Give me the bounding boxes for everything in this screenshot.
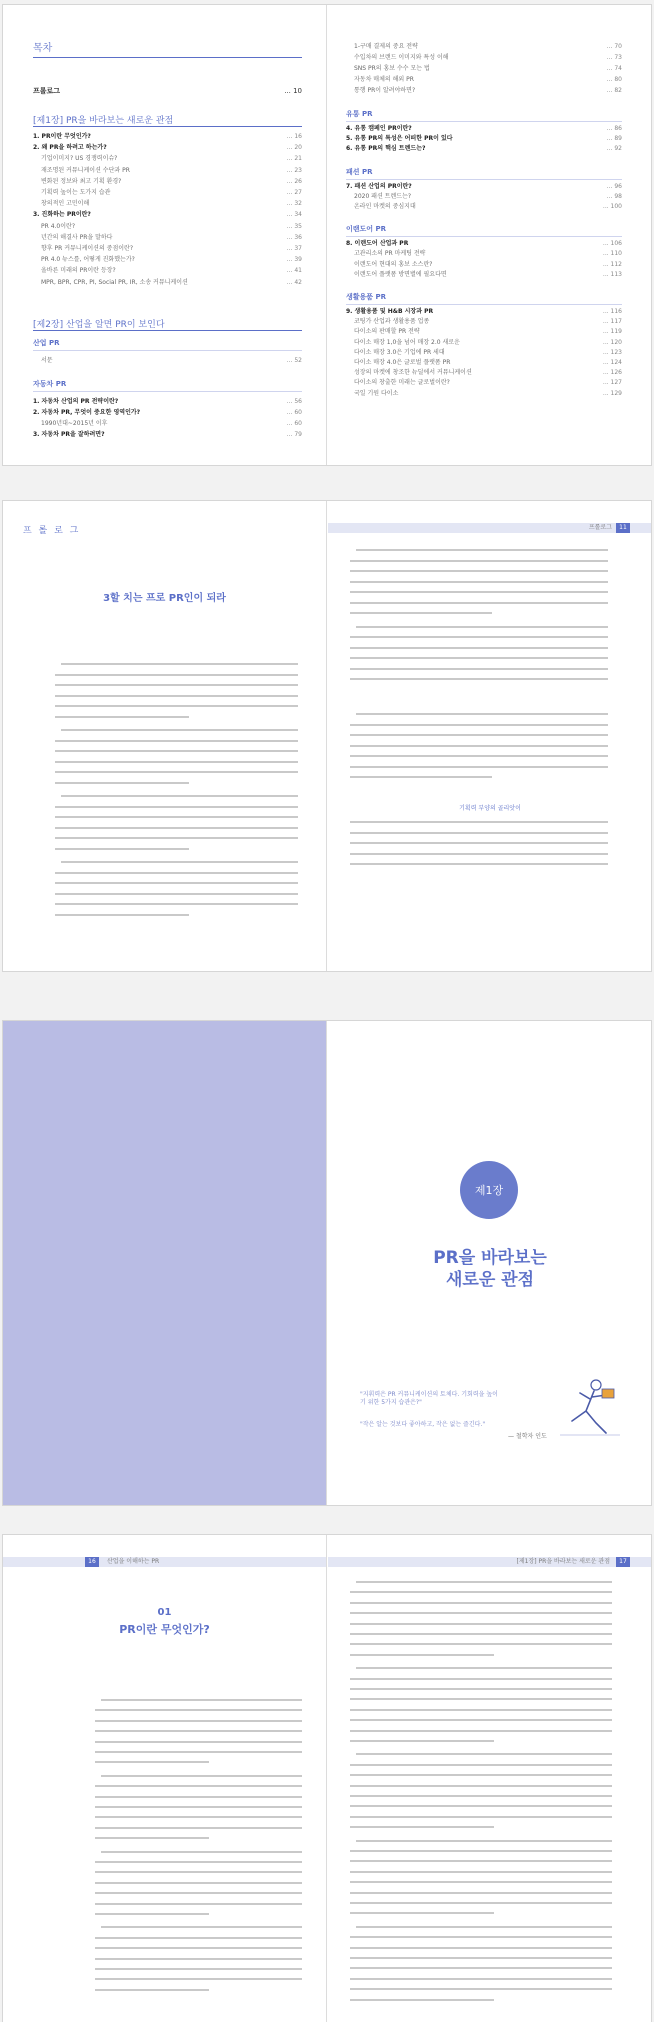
body-text-line xyxy=(55,674,298,676)
body-text-line xyxy=(95,1861,302,1863)
toc-entry-page: ... 113 xyxy=(602,270,622,278)
body-text-line xyxy=(356,1753,612,1755)
body-text-line xyxy=(350,1602,612,1604)
toc-entry[interactable] xyxy=(346,379,622,388)
toc-entry-page: ... 98 xyxy=(606,192,622,200)
body-text-line xyxy=(55,848,189,850)
body-text-line xyxy=(101,1926,302,1928)
body-text-line xyxy=(55,903,298,905)
body-text-line xyxy=(350,1719,612,1721)
toc-entry-page: ... 27 xyxy=(286,189,302,196)
body-text-line xyxy=(350,647,608,649)
body-text-line xyxy=(95,1709,302,1711)
toc-entry-page: ... 16 xyxy=(286,133,302,140)
body-text-line xyxy=(95,1806,302,1808)
body-text-line xyxy=(95,1968,302,1970)
toc-entry[interactable] xyxy=(33,133,302,142)
body-text-line xyxy=(101,1775,302,1777)
body-text-line xyxy=(350,560,608,562)
section-left-page xyxy=(3,1535,327,2022)
prologue-body-text-2 xyxy=(350,549,608,699)
chapter-badge xyxy=(460,1161,518,1219)
body-text-line xyxy=(356,549,608,551)
toc-entry-page: ... 126 xyxy=(602,369,622,377)
toc-section-name[interactable]: 유통 PR xyxy=(346,110,373,118)
body-text-line xyxy=(55,782,189,784)
toc-entry[interactable] xyxy=(346,203,622,212)
toc-entry[interactable] xyxy=(33,409,302,418)
toc-left-page xyxy=(3,5,327,465)
toc-right-page xyxy=(328,5,652,465)
toc-entry[interactable] xyxy=(346,135,622,144)
chapter-left-page xyxy=(3,1021,327,1505)
toc-entry-title: 3. 자동차 PR을 잘하려면? xyxy=(33,431,105,438)
section-header-bar-left xyxy=(3,1557,326,1567)
body-text-line xyxy=(350,1860,612,1862)
toc-entry[interactable] xyxy=(346,87,622,96)
toc-entry-page: ... 37 xyxy=(286,245,302,252)
body-text-line xyxy=(95,1892,302,1894)
body-text-line xyxy=(95,1751,302,1753)
body-text-line xyxy=(350,863,608,865)
toc-entry[interactable] xyxy=(33,267,302,276)
body-text-line xyxy=(350,1892,612,1894)
body-text-line xyxy=(55,827,298,829)
toc-entry-page: ... 80 xyxy=(606,76,622,83)
body-text-line xyxy=(95,1947,302,1949)
toc-entry-page: ... 127 xyxy=(602,379,622,387)
toc-entry-page: ... 36 xyxy=(286,233,302,241)
toc-entry-page: ... 82 xyxy=(606,87,622,94)
prologue-left-page xyxy=(3,501,327,971)
body-text-line xyxy=(61,795,298,797)
toc-entry[interactable] xyxy=(346,339,622,348)
toc-right-list xyxy=(346,43,622,463)
body-text-line xyxy=(350,612,492,614)
toc-entry-title: 코팅가 산업과 생활용품 업종 xyxy=(354,318,430,326)
body-text-line xyxy=(55,771,298,773)
body-text-line xyxy=(95,1730,302,1732)
toc-entry-page: ... 112 xyxy=(602,260,622,268)
body-text-line xyxy=(55,882,298,884)
body-text-line xyxy=(350,657,608,659)
body-text-line xyxy=(350,1936,612,1938)
body-text-line xyxy=(350,1688,612,1690)
body-text-line xyxy=(55,761,298,763)
body-text-line xyxy=(55,684,298,686)
section-body-text-2 xyxy=(350,1581,612,2011)
toc-entry[interactable] xyxy=(33,167,302,176)
toc-entry-title: 기획력 높이는 도가지 습관 xyxy=(41,189,111,196)
toc-chapter2-heading[interactable]: [제2장] 산업을 알면 PR이 보인다 xyxy=(33,320,165,330)
toc-entry-title: 다이소의 창출한 미래는 글로벌이란? xyxy=(354,379,450,387)
toc-entry[interactable] xyxy=(346,308,622,317)
body-text-line xyxy=(350,1764,612,1766)
toc-section-name[interactable]: 자동차 PR xyxy=(33,380,67,388)
chapter-title-2: 새로운 관점 xyxy=(445,1270,535,1290)
toc-entry[interactable] xyxy=(346,43,622,52)
body-text-line xyxy=(350,1654,494,1656)
chapter-quote-2: "작은 알는 것보다 좋아하고, 작은 없는 즐긴다." xyxy=(360,1421,486,1428)
body-text-line xyxy=(350,1612,612,1614)
body-text-line xyxy=(350,602,608,604)
toc-entry-title: 2. 자동차 PR, 무엇이 중요한 영역인가? xyxy=(33,409,141,416)
prologue-right-page xyxy=(328,501,652,971)
toc-entry-title: 1-구매 결제의 중요 전략 xyxy=(354,43,418,50)
toc-entry-page: ... 70 xyxy=(606,43,622,50)
toc-entry-title: 창의적인 고민이해 xyxy=(41,200,90,208)
toc-entry-page: ... 86 xyxy=(606,125,622,132)
toc-entry-title: 다이소 매장 4.0은 글로벌 플랫폼 PR xyxy=(354,359,451,366)
body-text-line xyxy=(350,581,608,583)
body-text-line xyxy=(95,1785,302,1787)
body-text-line xyxy=(356,713,608,715)
toc-entry-title: 9. 생활용품 및 H&B 시장과 PR xyxy=(346,308,434,315)
body-text-line xyxy=(350,636,608,638)
toc-entry-page: ... 124 xyxy=(602,359,622,366)
toc-entry[interactable] xyxy=(346,183,622,192)
section-number: 01 xyxy=(157,1607,172,1618)
body-text-line xyxy=(350,1967,612,1969)
toc-entry-page: ... 20 xyxy=(286,144,302,152)
toc-entry[interactable] xyxy=(33,256,302,265)
body-text-line xyxy=(350,1730,612,1732)
toc-entry-title: 기업이미지? US 경쟁력이슈? xyxy=(41,155,118,163)
chapter-quote-author: — 철학자 인도 xyxy=(508,1433,547,1440)
toc-entry-title: SNS PR의 홍보 수수 모는 법 xyxy=(354,65,430,72)
body-text-line xyxy=(95,1958,302,1960)
body-text-line xyxy=(55,695,298,697)
toc-entry-title: 변화된 정보와 최고 기획 환경? xyxy=(41,177,122,185)
prologue-body-text-3 xyxy=(350,713,608,793)
toc-entry-title: 고관리소의 PR 마케팅 전략 xyxy=(354,250,426,258)
toc-entry[interactable] xyxy=(33,398,302,407)
section-header-title-left: 산업을 이해하는 PR xyxy=(107,1558,160,1565)
toc-entry-page: ... 79 xyxy=(286,431,302,438)
body-text-line xyxy=(350,1805,612,1807)
toc-section-name[interactable]: 이랜도어 PR xyxy=(346,225,387,234)
toc-entry-page: ... 119 xyxy=(602,328,622,336)
toc-entry[interactable] xyxy=(33,420,302,429)
toc-entry[interactable] xyxy=(346,193,622,202)
body-text-line xyxy=(350,1957,612,1959)
chapter-badge-text: 제1장 xyxy=(474,1184,504,1197)
toc-entry-page: ... 21 xyxy=(286,155,302,163)
toc-entry-page: ... 52 xyxy=(286,357,302,364)
prologue-label: 프 롤 로 그 xyxy=(23,526,81,536)
body-text-line xyxy=(350,1978,612,1980)
toc-entry-title: 8. 이랜도어 산업과 PR xyxy=(346,240,409,248)
body-text-line xyxy=(350,591,608,593)
body-text-line xyxy=(95,1903,302,1905)
toc-entry-page: ... 34 xyxy=(286,211,302,219)
toc-entry[interactable] xyxy=(346,250,622,259)
toc-entry-title: 온라인 마켓의 중심지대 xyxy=(354,203,416,210)
body-text-line xyxy=(55,914,189,916)
section-page-num-right: 17 xyxy=(616,1557,630,1567)
toc-entry-page: ... 26 xyxy=(286,177,302,185)
body-text-line xyxy=(350,1740,494,1742)
body-text-line xyxy=(350,724,608,726)
toc-entry[interactable] xyxy=(33,431,302,440)
body-text-line xyxy=(95,1913,209,1915)
toc-entry-page: ... 123 xyxy=(602,348,622,356)
body-text-line xyxy=(350,853,608,855)
toc-entry[interactable] xyxy=(346,65,622,74)
body-text-line xyxy=(356,1581,612,1583)
chapter-title-1: PR을 바라보는 xyxy=(433,1248,547,1268)
body-text-line xyxy=(95,1937,302,1939)
toc-prologue[interactable]: 프롤로그 ... 10 xyxy=(33,87,302,95)
toc-entry[interactable] xyxy=(346,349,622,358)
body-text-line xyxy=(350,1881,612,1883)
toc-entry[interactable] xyxy=(346,328,622,337)
section-right-page xyxy=(328,1535,652,2022)
body-text-line xyxy=(350,832,608,834)
body-text-line xyxy=(95,1978,302,1980)
body-text-line xyxy=(350,1999,494,2001)
body-text-line xyxy=(350,1774,612,1776)
toc-entry-title: 다이소의 판매할 PR 전략 xyxy=(354,328,420,336)
toc-entry-title: 다이소 매장 1,0을 넘어 매장 2.0 새로운 xyxy=(354,338,460,346)
toc-entry-title: 7. 패션 산업의 PR이란? xyxy=(346,182,412,190)
toc-entry-page: ... 96 xyxy=(606,182,622,190)
toc-entry-title: PR 4.0이란? xyxy=(41,222,76,230)
toc-entry-title: 6. 유통 PR의 핵심 트렌드는? xyxy=(346,145,426,153)
section-spread xyxy=(2,1534,652,2022)
body-text-line xyxy=(356,626,608,628)
toc-entry[interactable] xyxy=(33,178,302,187)
body-text-line xyxy=(55,750,298,752)
toc-entry-title: PR 4.0 뉴스를, 어떻게 진화했는가? xyxy=(41,256,135,264)
prologue-header-label: 프롤로그 xyxy=(588,524,612,531)
toc-entry[interactable] xyxy=(346,125,622,134)
toc-entry[interactable] xyxy=(346,390,622,399)
body-text-line xyxy=(350,1912,494,1914)
toc-entry[interactable] xyxy=(346,145,622,154)
toc-entry-page: ... 39 xyxy=(286,256,302,264)
body-text-line xyxy=(356,1926,612,1928)
toc-entry[interactable] xyxy=(33,155,302,164)
running-person-illustration xyxy=(550,1373,630,1443)
body-text-line xyxy=(350,1816,612,1818)
toc-entry-title: 성장의 마켓에 창조한 뉴딜에서 커뮤니케이션 xyxy=(354,369,472,377)
body-text-line xyxy=(350,1947,612,1949)
body-text-line xyxy=(61,663,298,665)
toc-entry[interactable] xyxy=(33,144,302,153)
toc-entry[interactable] xyxy=(33,189,302,198)
toc-entry-page: ... 35 xyxy=(286,222,302,230)
toc-entry[interactable] xyxy=(33,211,302,220)
toc-entry-title: 년간의 해결사 PR을 말하다 xyxy=(41,233,113,241)
toc-chapter2-list xyxy=(33,339,302,459)
body-text-line xyxy=(350,570,608,572)
body-text-line xyxy=(95,1741,302,1743)
toc-entry-title: 1. 자동차 산업의 PR 전략이란? xyxy=(33,398,119,405)
toc-entry[interactable] xyxy=(33,200,302,209)
body-text-line xyxy=(55,705,298,707)
toc-entry[interactable] xyxy=(346,369,622,378)
body-text-line xyxy=(55,740,298,742)
toc-entry-title: 1. PR이란 무엇인가? xyxy=(33,133,91,140)
toc-entry-title: 다이소 매장 3.0은 기업에 PR 세대 xyxy=(354,348,445,356)
toc-entry[interactable] xyxy=(346,318,622,327)
toc-entry-page: ... 60 xyxy=(286,409,302,416)
body-text-line xyxy=(350,1698,612,1700)
toc-entry-title: 국일 기원 다이소 xyxy=(354,389,399,397)
body-text-line xyxy=(55,872,298,874)
toc-chapter1-heading[interactable]: [제1장] PR을 바라보는 새로운 관점 xyxy=(33,116,174,126)
toc-entry-page: ... 60 xyxy=(286,420,302,427)
body-text-line xyxy=(350,1643,612,1645)
toc-entry-title: 서문 xyxy=(41,357,53,364)
body-text-line xyxy=(350,1623,612,1625)
toc-entry-title: 자동차 매체의 해외 PR xyxy=(354,76,414,83)
toc-entry-page: ... 100 xyxy=(602,203,622,210)
toc-entry-page: ... 42 xyxy=(286,278,302,286)
body-text-line xyxy=(350,766,608,768)
body-text-line xyxy=(350,678,608,680)
toc-entry-page: ... 117 xyxy=(602,318,622,326)
toc-entry[interactable] xyxy=(346,271,622,280)
toc-entry[interactable] xyxy=(33,234,302,243)
toc-section-name[interactable]: 패션 PR xyxy=(346,167,373,176)
prologue-spread xyxy=(2,500,652,972)
toc-entry-title: 3. 진화하는 PR이란? xyxy=(33,211,91,219)
chapter-quote-1: "지휘력은 PR 커뮤니케이션의 토체다. 기회력을 높이기 위한 5가지 습관은?" xyxy=(360,1391,498,1406)
body-text-line xyxy=(350,842,608,844)
toc-entry-title: 올바른 미래의 PR이란 등장? xyxy=(41,267,116,275)
body-text-line xyxy=(350,1902,612,1904)
body-text-line xyxy=(95,1989,209,1991)
body-text-line xyxy=(350,776,492,778)
toc-entry-page: ... 116 xyxy=(602,308,622,315)
body-text-line xyxy=(101,1699,302,1701)
toc-entry-title: 통행 PR이 알려야하면? xyxy=(354,87,416,94)
toc-spread xyxy=(2,4,652,466)
toc-entry-title: 4. 유통 캠페인 PR이란? xyxy=(346,125,412,132)
body-text-line xyxy=(350,821,608,823)
body-text-line xyxy=(350,1826,494,1828)
toc-entry[interactable] xyxy=(346,261,622,270)
body-text-line xyxy=(356,1840,612,1842)
toc-chapter1-list xyxy=(33,133,302,303)
body-text-line xyxy=(356,1667,612,1669)
body-text-line xyxy=(350,1988,612,1990)
section-page-num-left: 16 xyxy=(85,1557,99,1567)
body-text-line xyxy=(350,1678,612,1680)
toc-entry[interactable] xyxy=(346,76,622,85)
toc-entry-page: ... 41 xyxy=(286,267,302,275)
body-text-line xyxy=(350,668,608,670)
section-body-text xyxy=(95,1699,302,2009)
toc-entry[interactable] xyxy=(346,240,622,249)
toc-entry-title: 향후 PR 커뮤니케이션의 중점이란? xyxy=(41,245,134,252)
body-text-line xyxy=(350,1850,612,1852)
toc-entry-title: 이랜도어 현대의 홍보 소스란? xyxy=(354,260,433,268)
toc-entry-page: ... 73 xyxy=(606,54,622,61)
toc-entry-page: ... 106 xyxy=(602,240,622,248)
toc-entry-page: ... 92 xyxy=(606,145,622,153)
body-text-line xyxy=(95,1761,209,1763)
toc-entry[interactable] xyxy=(346,54,622,63)
toc-entry-page: ... 32 xyxy=(286,200,302,208)
body-text-line xyxy=(61,729,298,731)
body-text-line xyxy=(101,1851,302,1853)
toc-entry-title: 1990년대~2015년 이후 xyxy=(41,420,108,427)
toc-entry-page: ... 110 xyxy=(602,250,622,258)
prologue-title: 3할 치는 프로 PR인이 되라 xyxy=(103,593,226,604)
body-text-line xyxy=(350,1871,612,1873)
body-text-line xyxy=(350,1633,612,1635)
toc-entry-page: ... 120 xyxy=(602,338,622,346)
prologue-page-num: 11 xyxy=(616,523,630,533)
body-text-line xyxy=(55,816,298,818)
body-text-line xyxy=(350,1591,612,1593)
body-text-line xyxy=(350,734,608,736)
toc-section-name[interactable]: 산업 PR xyxy=(33,339,60,347)
toc-entry-title: 재조명된 커뮤니케이션 수단과 PR xyxy=(41,166,130,174)
body-text-line xyxy=(350,1785,612,1787)
prologue-body-text xyxy=(55,663,298,933)
toc-entry-title: 이랜도어 플랫폼 방면별에 필요다면 xyxy=(354,270,447,278)
toc-entry[interactable] xyxy=(33,223,302,232)
toc-title: 목차 xyxy=(33,43,53,54)
chapter-spread xyxy=(2,1020,652,1506)
section-header-title-right: [제1장] PR을 바라보는 새로운 관점 xyxy=(516,1558,610,1565)
toc-entry[interactable] xyxy=(33,279,302,288)
toc-entry-title: 2. 왜 PR을 하려고 하는가? xyxy=(33,144,107,152)
prologue-body-text-4 xyxy=(350,821,608,881)
toc-entry[interactable] xyxy=(33,245,302,254)
toc-entry-page: ... 74 xyxy=(606,65,622,72)
toc-entry-page: ... 56 xyxy=(286,398,302,405)
prologue-subhead: 기획력 부양의 골리앗이 xyxy=(459,805,521,812)
body-text-line xyxy=(95,1871,302,1873)
body-text-line xyxy=(95,1816,302,1818)
toc-entry[interactable] xyxy=(346,359,622,368)
body-text-line xyxy=(95,1796,302,1798)
toc-entry-title: 2020 패션 트렌드는? xyxy=(354,192,412,200)
toc-entry-title: 수입차의 브랜드 이미지와 특성 이해 xyxy=(354,54,449,61)
toc-entry-page: ... 129 xyxy=(602,389,622,397)
toc-entry-page: ... 89 xyxy=(606,135,622,143)
body-text-line xyxy=(95,1882,302,1884)
body-text-line xyxy=(350,745,608,747)
toc-section-name[interactable]: 생활용품 PR xyxy=(346,293,387,301)
body-text-line xyxy=(55,837,298,839)
section-title: PR이란 무엇인가? xyxy=(119,1623,210,1636)
body-text-line xyxy=(55,806,298,808)
body-text-line xyxy=(95,1720,302,1722)
body-text-line xyxy=(350,755,608,757)
body-text-line xyxy=(95,1827,302,1829)
toc-entry-title: 5. 유통 PR의 특성은 어떠한 PR이 있다 xyxy=(346,135,453,143)
body-text-line xyxy=(55,893,298,895)
toc-entry[interactable] xyxy=(33,357,302,366)
body-text-line xyxy=(61,861,298,863)
body-text-line xyxy=(350,1795,612,1797)
toc-entry-page: ... 23 xyxy=(286,166,302,174)
body-text-line xyxy=(350,1709,612,1711)
toc-entry-title: MPR, BPR, CPR, PI, Social PR, IR, 소송 커뮤니케이션 xyxy=(41,278,188,286)
body-text-line xyxy=(55,716,189,718)
body-text-line xyxy=(95,1837,209,1839)
chapter-right-page xyxy=(328,1021,652,1505)
